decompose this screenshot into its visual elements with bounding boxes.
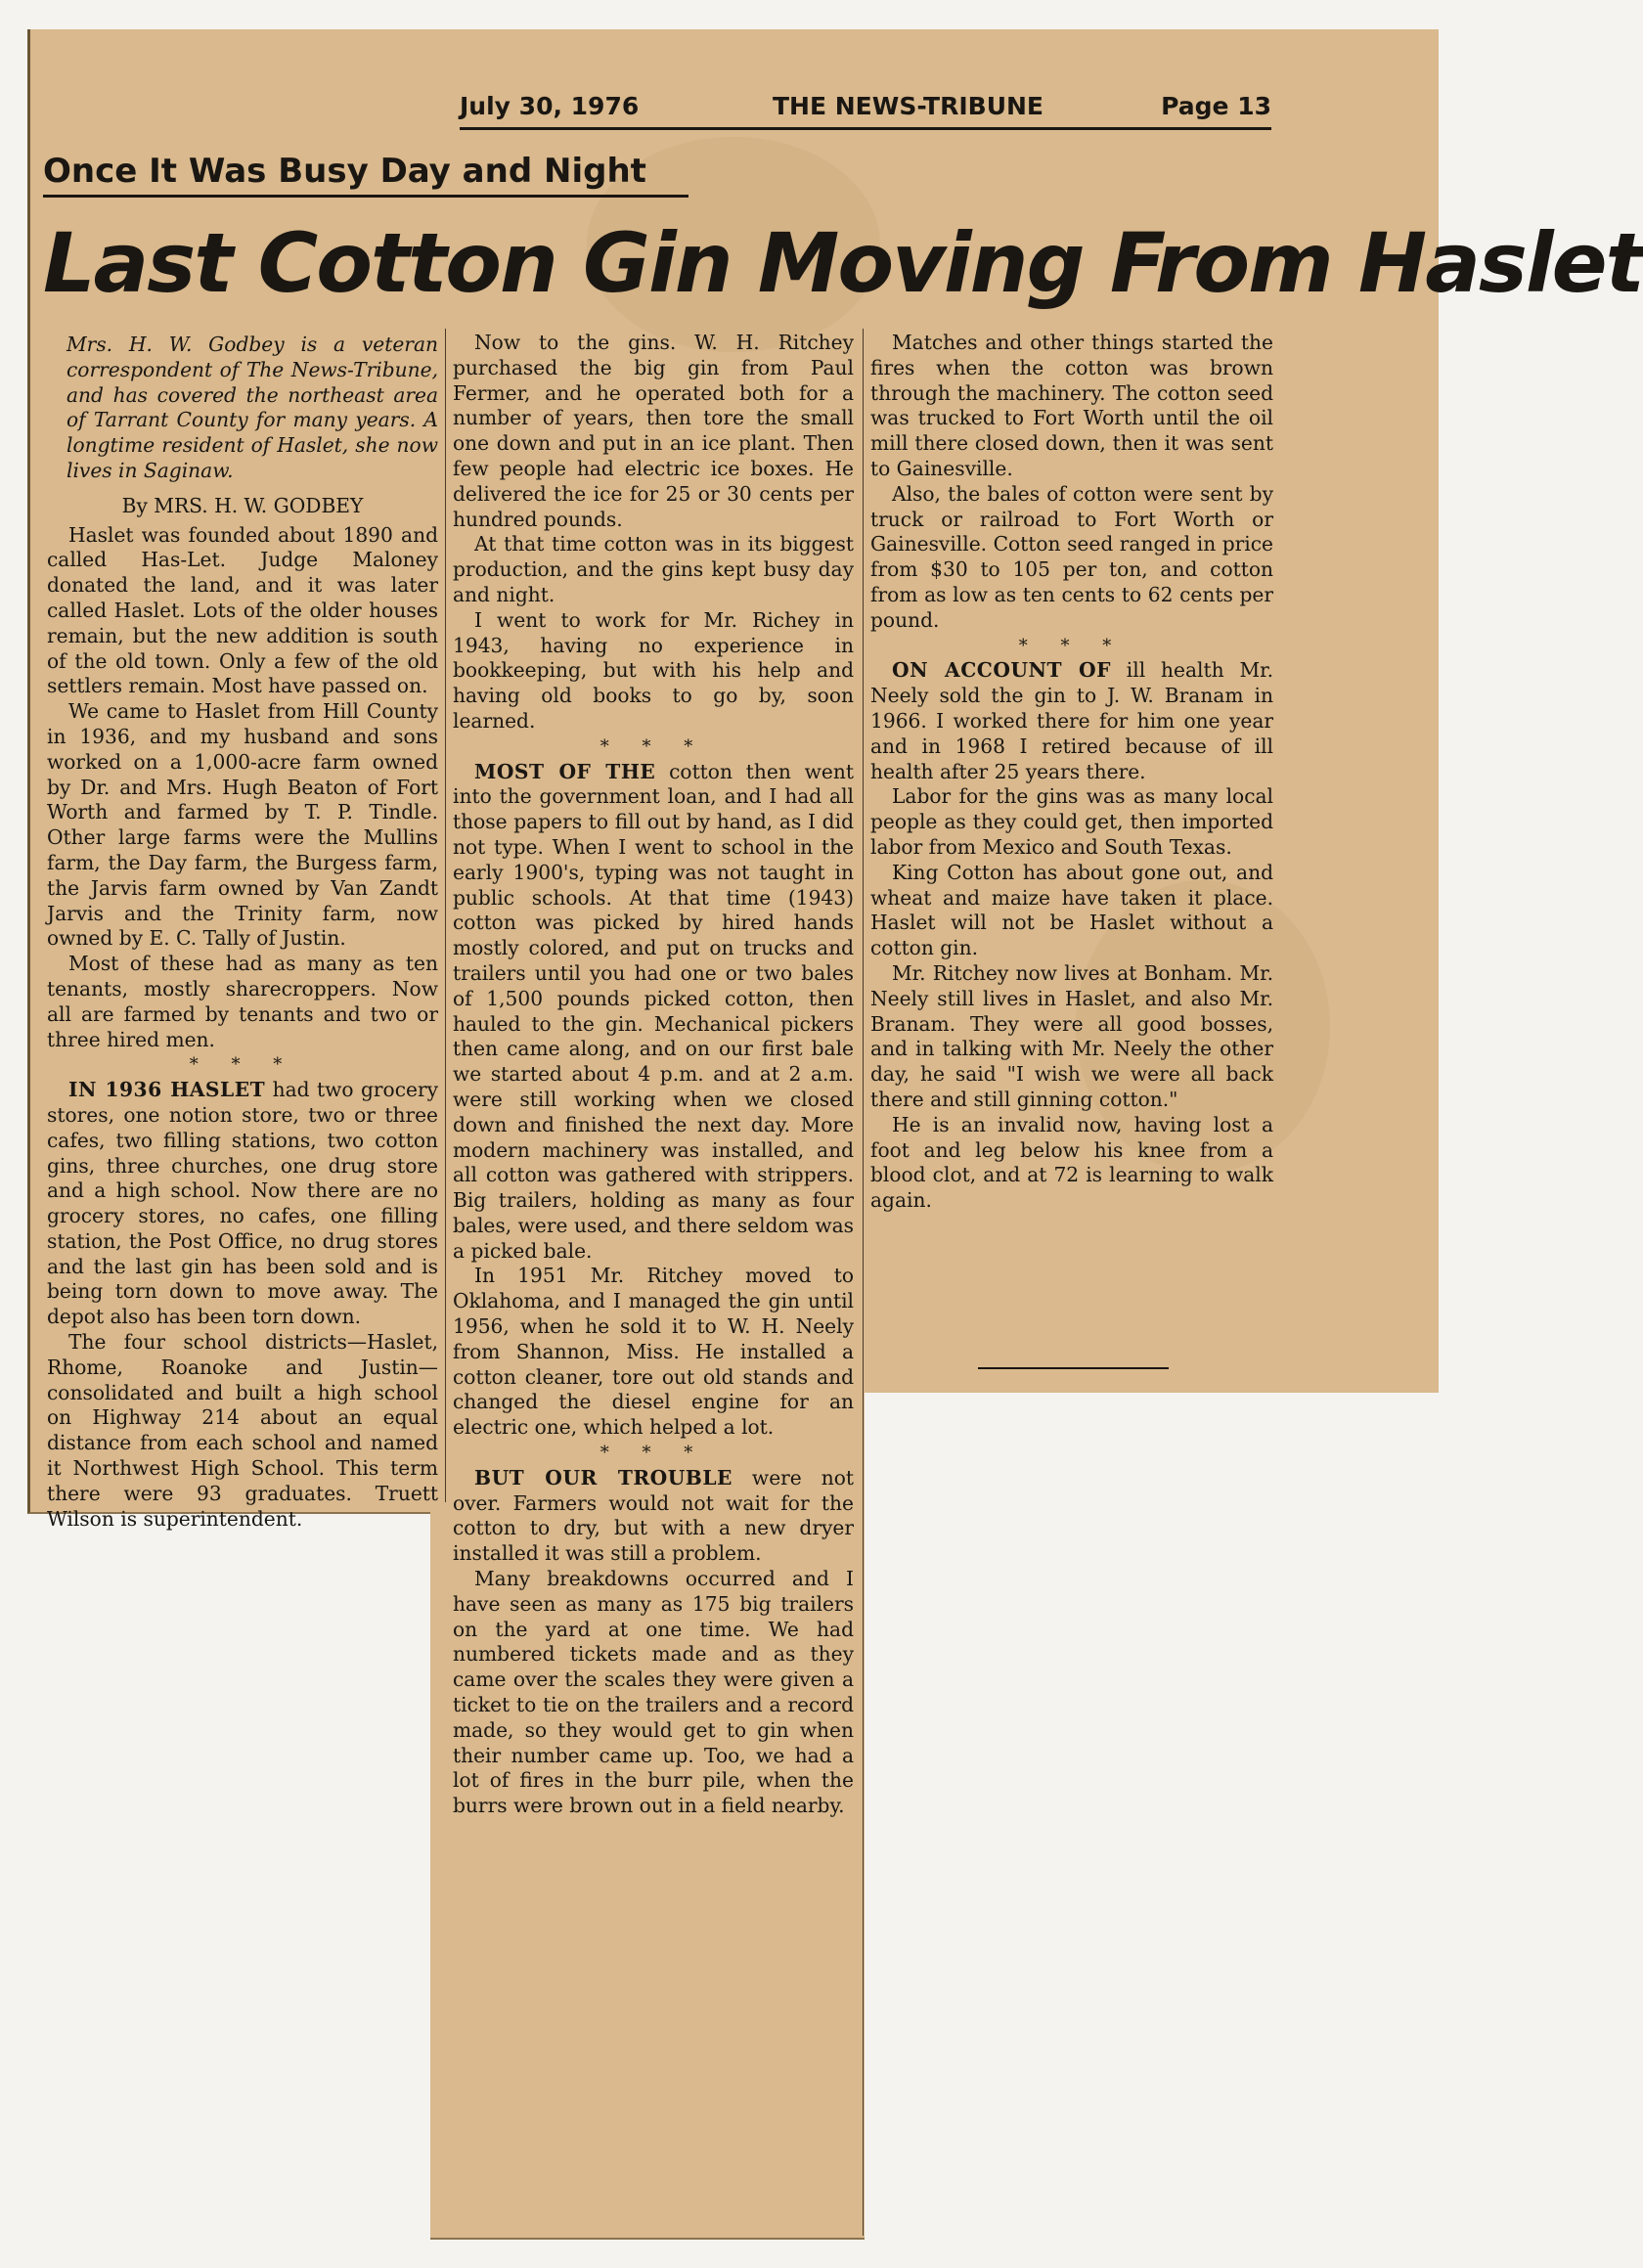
paragraph: Haslet was founded about 1890 and called Has-Let. Judge Maloney donated the land, and it was later called Haslet. Lots of the older houses remain, but the new addition is south of the old town. Only a few of the old settlers remain. Most have passed on. (47, 522, 438, 698)
paragraph: The four school districts—Haslet, Rhome, Roanoke and Justin—consolidated and built a high school on Highway 214 about an equal distance from each school and named it Northwest High School. This term there were 93 graduates. Truett Wilson is superintendent. (47, 1330, 438, 1531)
article-end-rule (978, 1367, 1169, 1369)
paragraph (870, 658, 1273, 784)
issue-date: July 30, 1976 (460, 92, 640, 120)
paragraph (47, 1078, 438, 1330)
section-break: * * * (189, 1054, 296, 1076)
paragraph: Mr. Ritchey now lives at Bonham. Mr. Neely still lives in Haslet, and also Mr. Branam. They were all good bosses, and in talking with Mr. Neely the other day, he said "I wish we were all back there and still ginning cotton." (870, 960, 1273, 1111)
article-column-3 (870, 331, 1273, 1214)
section-break: * * * (1018, 635, 1126, 656)
paragraph: In 1951 Mr. Ritchey moved to Oklahoma, and I managed the gin until 1956, when he sold it to W. H. Neely from Shannon, Miss. He installed a cotton cleaner, tore out old stands and changed the diesel engine for an electric one, which helped a lot. (453, 1264, 854, 1440)
lead-in: MOST OF THE (474, 759, 656, 783)
paragraph-text: cotton then went into the government loan, and I had all those papers to fill out by hand, as I did not type. When I went to school in the early 1900's, typing was not taught in public schools. At that time (1943) cotton was picked by hired hands mostly colored, and put on trucks and trailers until you had one or two bales of 1,500 pounds picked cotton, then hauled to the gin. Mechanical pickers then came along, and on our first bale we started about 4 p.m. and at 2 a.m. were still working when we closed down and finished the next day. More modern machinery was installed, and all cotton was gathered with strippers. Big trailers, holding as many as four bales, were used, and there seldom was a picked bale. (453, 759, 854, 1263)
author-bio: Mrs. H. W. Godbey is a veteran correspondent of The News-Tribune, and has covered the northeast area of Tarrant County for many years. A longtime resident of Haslet, she now lives in Saginaw. (67, 333, 438, 482)
paragraph: Matches and other things started the fires when the cotton was brown through the machinery. The cotton seed was trucked to Fort Worth until the oil mill there closed down, then it was sent to Gainesville. (870, 331, 1273, 480)
column-divider (445, 329, 446, 1502)
paragraph: King Cotton has about gone out, and wheat and maize have taken it place. Haslet will not be Haslet without a cotton gin. (870, 860, 1273, 960)
paragraph: Labor for the gins was as many local people as they could get, then imported labor from Mexico and South Texas. (870, 784, 1273, 859)
main-headline: Last Cotton Gin Moving From Haslet (43, 215, 1643, 311)
article-column-1 (47, 333, 438, 1532)
kicker-headline: Once It Was Busy Day and Night (43, 152, 688, 198)
paragraph: Now to the gins. W. H. Ritchey purchased the big gin from Paul Fermer, and he operated both for a number of years, then tore the small one down and put in an ice plant. Then few people had electric ice boxes. He delivered the ice for 25 or 30 cents per hundred pounds. (453, 331, 854, 531)
paragraph-text: were not over. Farmers would not wait for the cotton to dry, but with a new dryer installed it was still a problem. (453, 1465, 854, 1566)
paragraph: We came to Haslet from Hill County in 1936, and my husband and sons worked on a 1,000-acre farm owned by Dr. and Mrs. Hugh Beaton of Fort Worth and farmed by T. P. Tindle. Other large farms were the Mullins farm, the Day farm, the Burgess farm, the Jarvis farm owned by Van Zandt Jarvis and the Trinity farm, now owned by E. C. Tally of Justin. (47, 699, 438, 951)
byline: By MRS. H. W. GODBEY (121, 493, 364, 517)
column-divider (863, 329, 864, 2236)
paragraph (453, 1466, 854, 1567)
paragraph: Most of these had as many as ten tenants, mostly sharecroppers. Now all are farmed by tenants and two or three hired men. (47, 952, 438, 1051)
paragraph-text: ill health Mr. Neely sold the gin to J. W. Branam in 1966. I worked there for him one year and in 1968 I retired because of ill health after 25 years there. (870, 658, 1273, 783)
paragraph: Also, the bales of cotton were sent by truck or railroad to Fort Worth or Gainesville. Cotton seed ranged in price from $30 to 105 per ton, and cotton from as low as ten cents to 62 cents per pound. (870, 481, 1273, 632)
paragraph: He is an invalid now, having lost a foot and leg below his knee from a blood clot, and at 72 is learning to walk again. (870, 1112, 1273, 1213)
paragraph: Many breakdowns occurred and I have seen as many as 175 big trailers on the yard at one time. We had numbered tickets made and as they came over the scales they were given a ticket to tie on the trailers and a record made, so they would get to gin when their number came up. Too, we had a lot of fires in the burr pile, when the burrs were brown out in a field nearby. (453, 1567, 854, 1818)
masthead (460, 88, 1271, 130)
lead-in: IN 1936 HASLET (68, 1078, 266, 1102)
section-break: * * * (599, 1443, 707, 1464)
page-number: Page 13 (1161, 92, 1271, 120)
paragraph (453, 760, 854, 1265)
paragraph: I went to work for Mr. Richey in 1943, having no experience in bookkeeping, but with his help and having old books to go by, soon learned. (453, 607, 854, 733)
lead-in: BUT OUR TROUBLE (474, 1465, 733, 1490)
newspaper-name: THE NEWS-TRIBUNE (773, 92, 1044, 120)
paragraph: At that time cotton was in its biggest production, and the gins kept busy day and night. (453, 532, 854, 606)
paragraph-text: had two grocery stores, one notion store, two or three cafes, two filling stations, two cotton gins, three churches, one drug store and a high school. Now there are no grocery stores, no cafes, one filling station, the Post Office, no drug stores and the last gin has been sold and is being torn down to move away. The depot also has been torn down. (47, 1078, 439, 1329)
section-break: * * * (599, 735, 707, 757)
article-column-2 (453, 331, 854, 1819)
lead-in: ON ACCOUNT OF (892, 658, 1111, 683)
